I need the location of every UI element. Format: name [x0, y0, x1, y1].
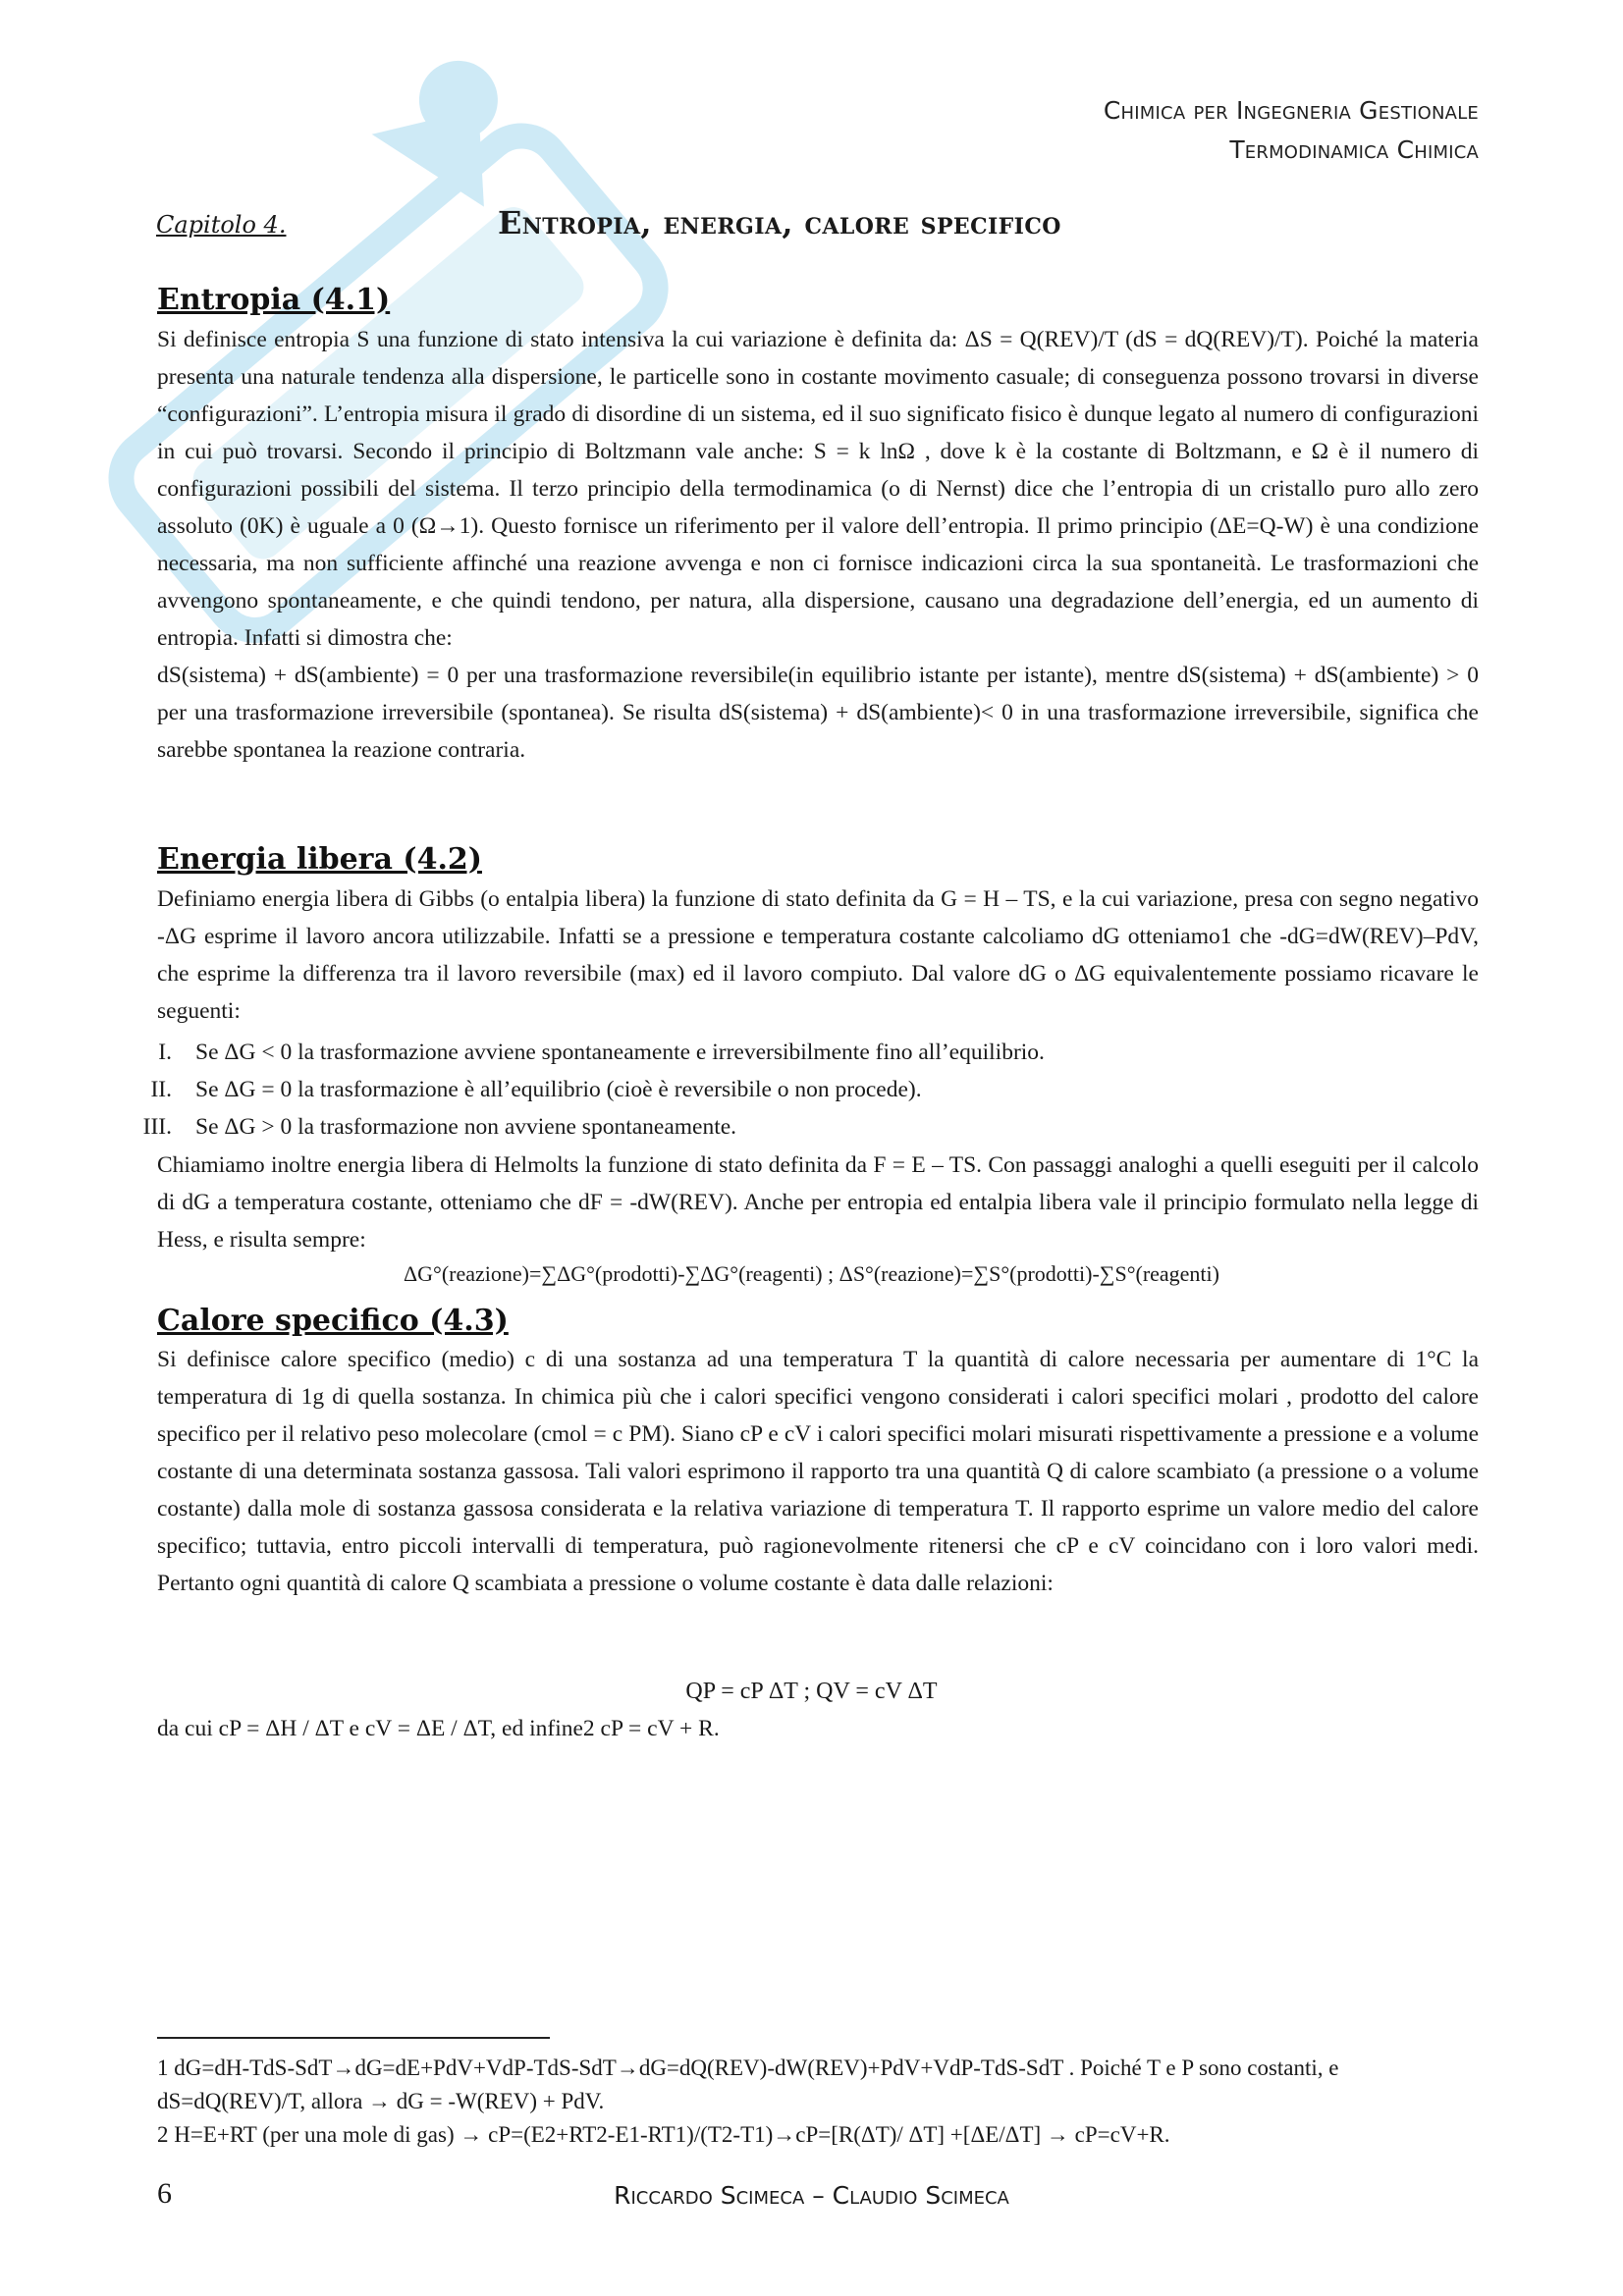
footnote-1: 1 dG=dH-TdS-SdT→dG=dE+PdV+VdP-TdS-SdT→dG=dQ(REV)-dW(REV)+PdV+VdP-TdS-SdT . Poiché T e P sono costanti, e dS=dQ(REV)/T, allora → dG = -W(REV) + PdV.	[157, 2056, 1339, 2113]
footnote-2: 2 H=E+RT (per una mole di gas) → cP=(E2+RT2-E1-RT1)/(T2-T1)→cP=[R(ΔT)/ ΔT] +[ΔE/ΔT] → cP=cV+R.	[157, 2122, 1170, 2147]
section-title-energia-libera: Energia libera (4.2)	[157, 842, 482, 877]
list-item	[98, 1071, 1045, 1108]
specific-heat-conclusion: da cui cP = ΔH / ΔT e cV = ΔE / ΔT, ed infine2 cP = cV + R.	[157, 1716, 720, 1741]
hess-formula: ΔG°(reazione)=∑ΔG°(prodotti)-∑ΔG°(reagenti) ; ΔS°(reazione)=∑S°(prodotti)-∑S°(reagenti)	[404, 1261, 1219, 1286]
header-course: Chimica per Ingegneria Gestionale	[1103, 96, 1479, 125]
heat-formula: QP = cP ΔT ; QV = cV ΔT	[685, 1679, 938, 1704]
list-text: Se ΔG = 0 la trasformazione è all’equilibrio (cioè è reversibile o non procede).	[195, 1077, 922, 1102]
list-number: II.	[150, 1077, 172, 1102]
list-text: Se ΔG > 0 la trasformazione non avviene spontaneamente.	[195, 1114, 737, 1140]
page-number: 6	[157, 2177, 172, 2210]
helmholtz-paragraph: Chiamiamo inoltre energia libera di Helmolts la funzione di stato definita da F = E – TS. Con passaggi analoghi a quelli eseguiti per il calcolo di dG a temperatura costante, otteniamo che dF = -dW(REV). Anche per entropia ed entalpia libera vale il principio formulato nella legge di Hess, e risulta sempre:	[157, 1152, 1479, 1253]
entropia-text-2: dS(sistema) + dS(ambiente) = 0 per una trasformazione reversibile(in equilibrio istante per istante), mentre dS(sistema) + dS(ambiente) > 0 per una trasformazione irreversibile (spontanea). Se risulta dS(sistema) + dS(ambiente)< 0 in una trasformazione irreversibile, significa che sarebbe spontanea la reazione contraria.	[157, 663, 1479, 763]
section-body-calore-specifico: Si definisce calore specifico (medio) c di una sostanza ad una temperatura T la quantità di calore necessaria per aumentare di 1°C la temperatura di 1g di quella sostanza. In chimica più che i calori specifici vengono considerati i calori specifici molari , prodotto del calore specifico per il relativo peso molecolare (cmol = c PM). Siano cP e cV i calori specifici molari misurati rispettivamente a pressione e a volume costante di una determinata sostanza gassosa. Tali valori esprimono il rapporto tra una quantità Q di calore scambiato (a pressione o a volume costante) dalla mole di sostanza gassosa considerata e la relativa variazione di temperatura T. Il rapporto esprime un valore medio del calore specifico; tuttavia, entro piccoli intervalli di temperatura, può ragionevolmente ritenersi che cP e cV coincidano con i loro valori medi. Pertanto ogni quantità di calore Q scambiata a pressione o volume costante è data dalle relazioni:	[157, 1347, 1479, 1596]
chapter-label: Capitolo 4.	[156, 211, 287, 239]
list-number: I.	[158, 1040, 172, 1065]
section-body-entropia	[157, 321, 1479, 769]
entropia-text: Si definisce entropia S una funzione di stato intensiva la cui variazione è definita da: ΔS = Q(REV)/T (dS = dQ(REV)/T). Poiché la materia presenta una naturale tendenza alla dispersione, le particelle sono in costante movimento casuale; di conseguenza possono trovarsi in diverse “configurazioni”. L’entropia misura il grado di disordine di un sistema, ed il suo significato fisico è dunque legato al numero di configurazioni in cui può trovarsi. Secondo il principio di Boltzmann vale anche: S = k lnΩ , dove k è la costante di Boltzmann, e Ω è il numero di configurazioni possibili del sistema. Il terzo principio della termodinamica (o di Nernst) dice che l’entropia di un cristallo puro allo zero assoluto (0K) è uguale a 0 (Ω→1). Questo fornisce un riferimento per il valore dell’entropia. Il primo principio (ΔE=Q-W) è una condizione necessaria, ma non sufficiente affinché una reazione avvenga e non ci fornisce indicazioni circa la sua spontaneità. Le trasformazioni che avvengono spontaneamente, e che quindi tendono, per natura, alla dispersione, causano una degradazione dell’energia, ed un aumento di entropia. Infatti si dimostra che:	[157, 327, 1479, 651]
list-number: III.	[142, 1114, 172, 1140]
section-title-calore-specifico: Calore specifico (4.3)	[157, 1304, 509, 1338]
footer-authors: Riccardo Scimeca – Claudio Scimeca	[614, 2181, 1009, 2210]
criteria-list	[98, 1034, 1045, 1146]
section-body-energia-libera: Definiamo energia libera di Gibbs (o entalpia libera) la funzione di stato definita da G = H – TS, e la cui variazione, presa con segno negativo -ΔG esprime il lavoro ancora utilizzabile. Infatti se a pressione e temperatura costante calcoliamo dG otteniamo1 che -dG=dW(REV)–PdV, che esprime la differenza tra il lavoro reversibile (max) ed il lavoro compiuto. Dal valore dG o ΔG equivalentemente possiamo ricavare le seguenti:	[157, 886, 1479, 1024]
footnote-divider	[157, 2037, 550, 2039]
header-topic: Termodinamica Chimica	[1229, 135, 1479, 164]
footnotes	[157, 2052, 1479, 2152]
chapter-title: Entropia, energia, calore specifico	[498, 204, 1061, 241]
section-title-entropia: Entropia (4.1)	[157, 283, 391, 317]
list-item	[98, 1034, 1045, 1071]
list-item	[98, 1108, 1045, 1146]
list-text: Se ΔG < 0 la trasformazione avviene spontaneamente e irreversibilmente fino all’equilibrio.	[195, 1040, 1045, 1065]
